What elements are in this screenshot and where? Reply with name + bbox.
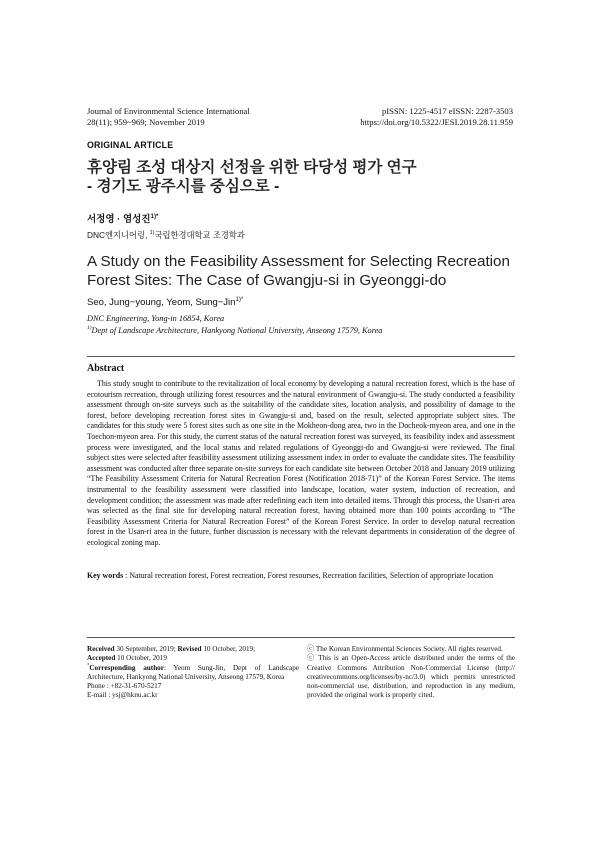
korean-author-sup: 1)*: [150, 212, 159, 220]
corr-text: : Yeom Sung-Jin, Dept of Landscape Architecture, Hankyong National University, Anseong 17579, Korea: [87, 663, 300, 681]
copyright-line: ⓒ The Korean Environmental Sciences Society. All rights reserved.: [307, 645, 503, 653]
received-date: 30 September, 2019;: [114, 645, 178, 653]
corresponding-author: [87, 664, 299, 683]
article-type: ORIGINAL ARTICLE: [87, 140, 174, 150]
abstract-body: This study sought to contribute to the revitalization of local economy by developing a natural recreation forest, which is the base of ecotourism recreation, through utilizing forest resources and the natural environment of Gwangju-si. The study conducted a feasibility assessment through on-site surveys such as the suitability of the candidate sites, location analysis, and possibility of damage to the forest, before developing recreation forest sites in Gwangju-si and, based on the result, selected appropriate subject sites. The candidates for this study were 5 forest sites such as one site in the Mokheon-dong area, two in the Docheok-myeon area, and one in the Toechon-myeon area. For this study, the current status of the natural recreation forest was surveyed, its feasibility index and assessment process were investigated, and the local status and related regulations of Gyeonggi-do and Gwangju-si were reviewed. The final subject sites were selected after feasibility assessment utilizing assessment index in order to evaluate the candidate sites. The feasibility assessment was conducted after three separate on-site surveys for each candidate site between October 2018 and January 2019 utilizing “The Feasibility Assessment Criteria for Natural Recreation Forest (Notification 2018-71)” of the Korean Forest Service. The items instrumental to the feasibility assessment were classified into landscape, location, water system, induction of recreation, and development condition; the assessment was made after redefining each item into detailed items. Through this process, the Usan-ri area was selected as the final site for developing natural recreation forest, having obtained more than 100 points according to “The Feasibility Assessment Criteria for Natural Recreation Forest” of the Korean Forest Service. In order to develop natural recreation forest in the Usan-ri area in the future, further discussion is necessary with the relevant departments in consideration of the degree of ecological zoning map.: [87, 379, 515, 547]
issn: pISSN: 1225-4517 eISSN: 2287-3503: [381, 106, 513, 116]
keywords-text: Natural recreation forest, Forest recreation, Forest resourses, Recreation facilities, Selection of appropriate location: [129, 571, 494, 580]
korean-title-line1: 휴양림 조성 대상지 선정을 위한 타당성 평가 연구: [87, 159, 417, 176]
abstract-heading: Abstract: [87, 363, 125, 374]
dates-line1: [87, 645, 299, 654]
accepted-label: Accepted: [87, 654, 116, 663]
english-author-names: Seo, Jung−young, Yeom, Sung−Jin: [87, 297, 236, 308]
email[interactable]: E-mail : ysj@hknu.ac.kr: [87, 691, 158, 700]
license-text: ⓒ This is an Open-Access article distributed under the terms of the Creative Commons Attribution Non-Commercial License (http:// creativecommons.org/licenses/by-nc/3.0) which permits unrestricted non-commercial use, distribution, and reproduction in any medium, provided the original work is properly cited.: [307, 654, 515, 700]
dates-line2: [87, 654, 299, 663]
korean-affil-sup: 1): [149, 230, 155, 237]
korean-author-names: 서정영 · 염성진: [87, 214, 151, 225]
korean-affiliation: [87, 229, 245, 241]
english-title: A Study on the Feasibility Assessment for Selecting Recreation Forest Sites: The Case of Gwangju-si in Gyeonggi-do: [87, 253, 510, 289]
journal-info: [87, 106, 250, 128]
korean-authors: [87, 211, 158, 225]
journal-name: Journal of Environmental Science International: [87, 106, 250, 116]
keywords-sep: :: [123, 571, 130, 580]
english-affil-2: [87, 325, 382, 337]
accepted-date: 10 October, 2019: [115, 654, 167, 663]
english-affil2-text: Dept of Landscape Architecture, Hankyong National University, Anseong 17579, Korea: [91, 326, 383, 335]
korean-affil-part2: 국립한경대학교 조경학과: [154, 230, 245, 240]
doi-link[interactable]: https://doi.org/10.5322/JESI.2019.28.11.959: [360, 117, 513, 127]
english-affil-1: DNC Engineering, Yong-in 16854, Korea: [87, 314, 225, 323]
phone: Phone : +82-31-670-5217: [87, 682, 162, 691]
received-label: Received: [87, 645, 115, 653]
revised-label: Revised: [177, 645, 202, 653]
keywords: [87, 571, 515, 582]
volume-pages: 28(11); 959~969; November 2019: [87, 117, 205, 127]
english-author-sup: 1)*: [235, 295, 244, 303]
corr-sup: *: [87, 663, 90, 669]
corr-label: Corresponding author: [89, 663, 164, 672]
footer-top-rule: [87, 637, 515, 638]
korean-affil-part1: DNC엔지니어링,: [87, 230, 150, 240]
abstract-top-rule: [87, 356, 515, 357]
copyright-block: [307, 645, 515, 701]
issn-doi: [360, 106, 513, 128]
revised-date: 10 October, 2019;: [201, 645, 256, 653]
article-history: [87, 645, 299, 701]
keywords-label: Key words: [87, 571, 124, 580]
english-affil2-sup: 1): [87, 325, 92, 332]
english-authors: [87, 297, 243, 308]
english-affiliation: [87, 313, 382, 337]
korean-title-line2: - 경기도 광주시를 중심으로 -: [87, 178, 280, 195]
korean-title: [87, 158, 417, 196]
